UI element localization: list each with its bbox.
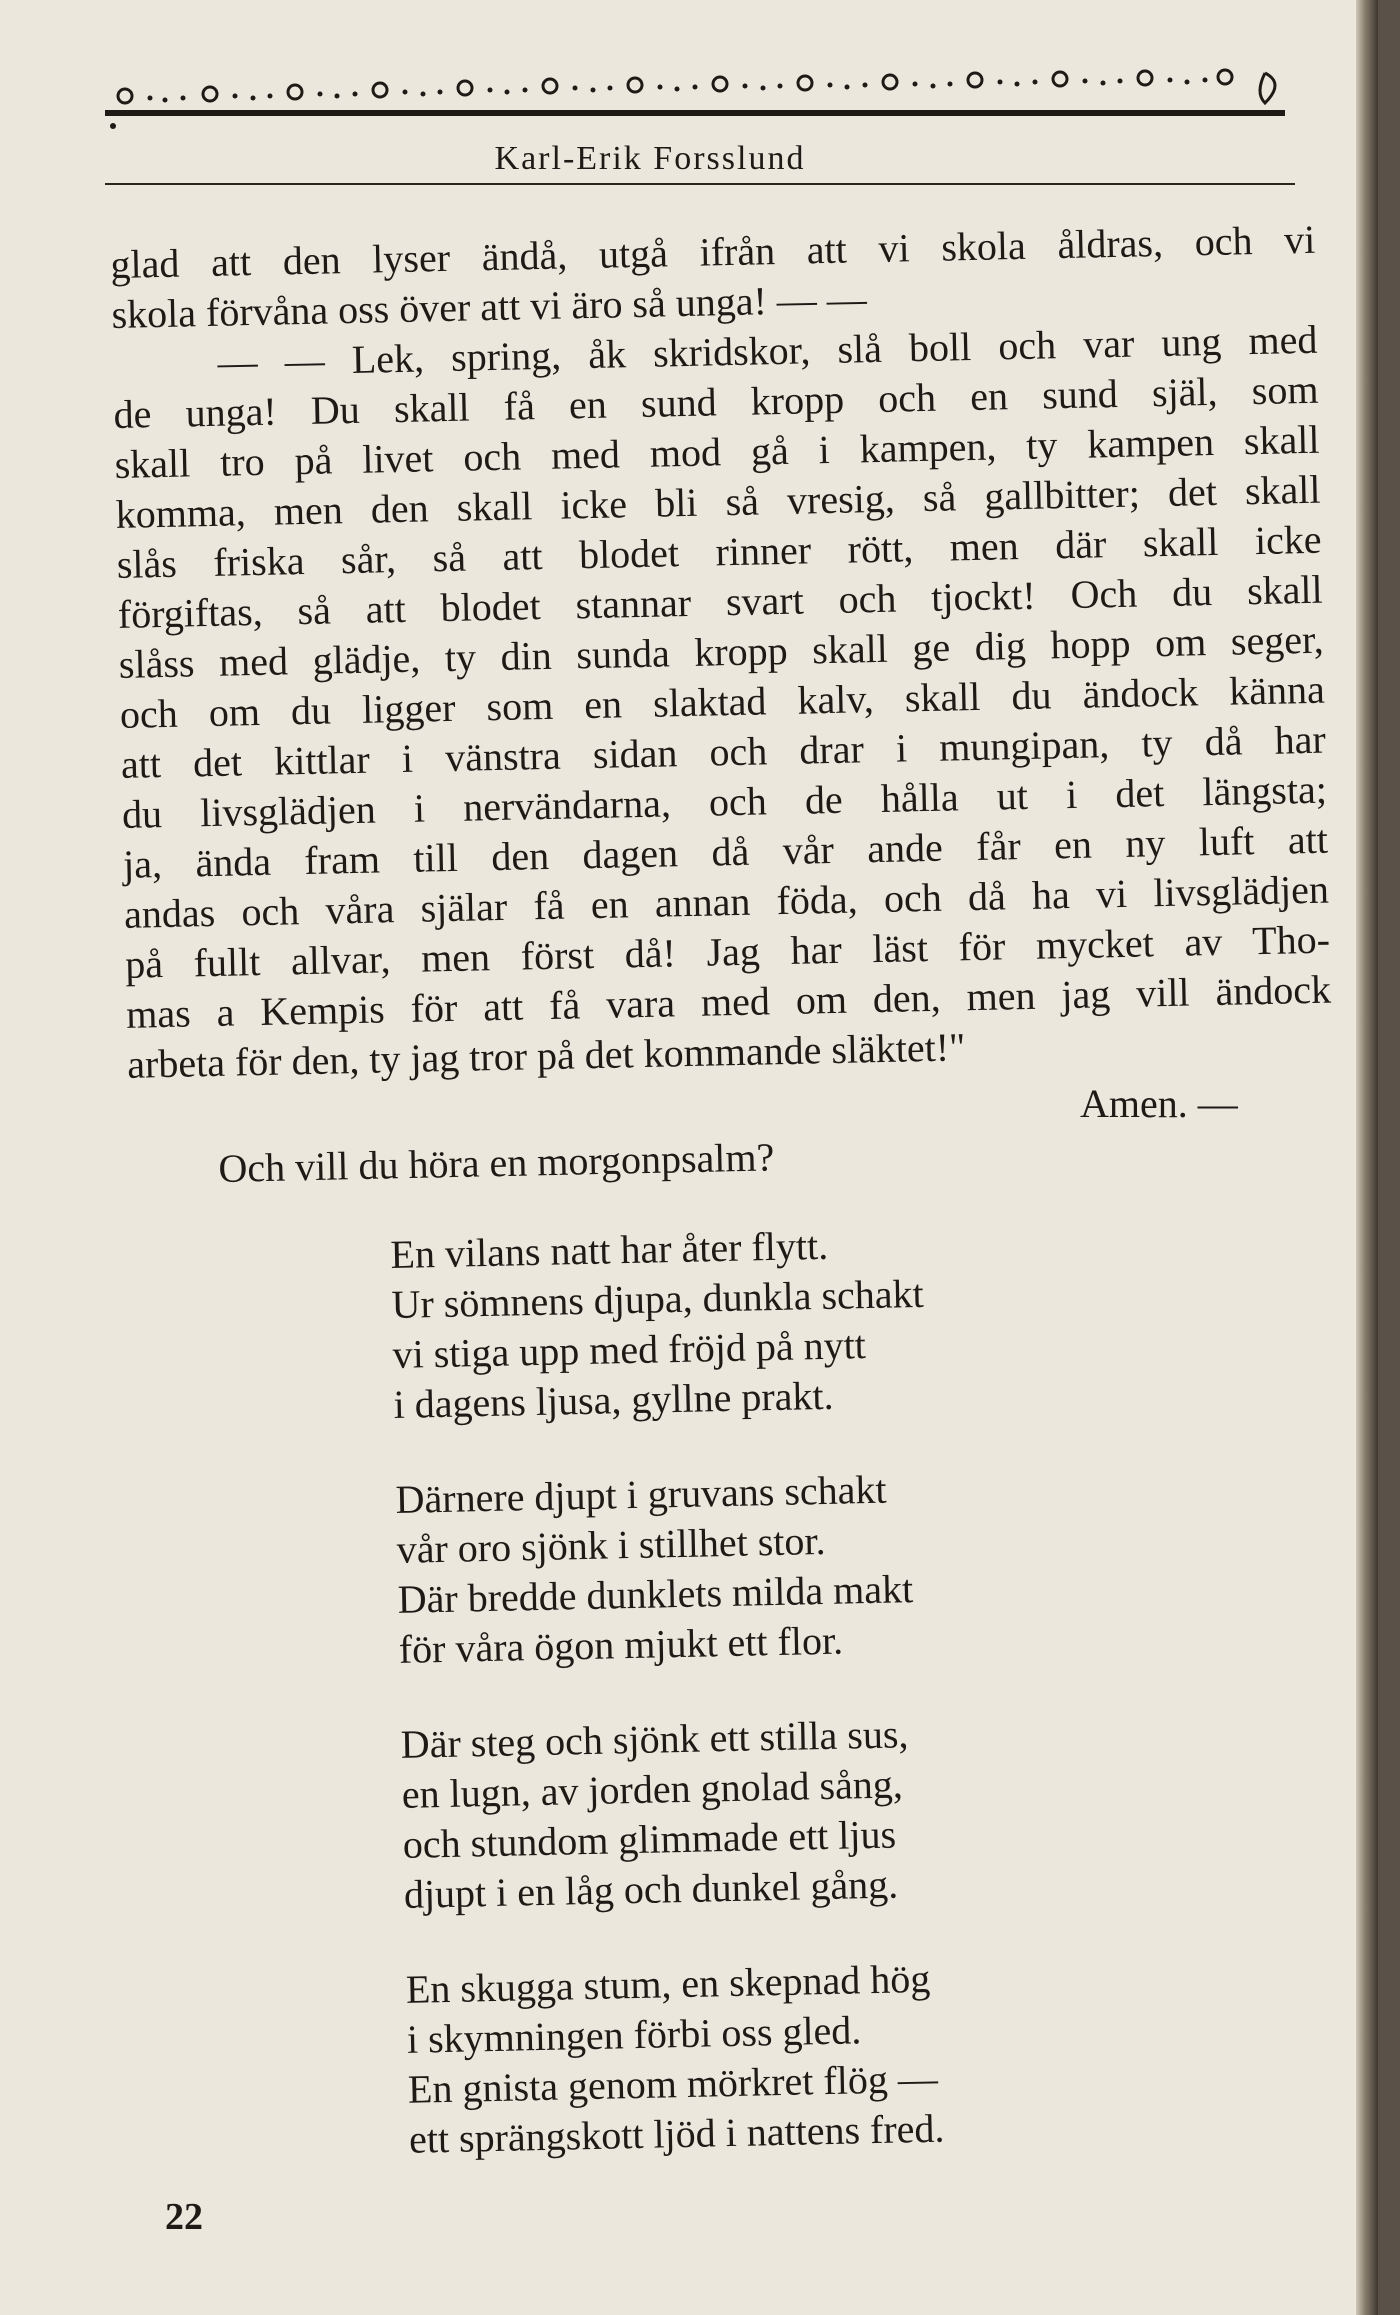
poem-line: Där bredde dunklets milda makt: [397, 1566, 914, 1622]
poem-stanza: [390, 1219, 930, 1430]
prose-paragraph: [110, 215, 1333, 1090]
page-number: 22: [165, 2196, 203, 2238]
poem-line: och stundom glimmade ett ljus: [402, 1811, 897, 1867]
poem-line: vår oro sjönk i stillhet stor.: [396, 1517, 826, 1572]
prose-line: att det kittlar i vänstra sidan och drar i mungipan, ty då har: [120, 716, 1327, 787]
morning-psalm-poem: [390, 1219, 946, 2210]
prose-line: — — Lek, spring, åk skridskor, slå boll och var ung med: [217, 316, 1318, 385]
poem-line: En gnista genom mörkret flög —: [407, 2055, 939, 2112]
prose-line: och om du ligger som en slaktad kalv, skall du ändock känna: [119, 666, 1326, 737]
prose-line: på fullt allvar, men först då! Jag har läst för mycket av Tho-: [124, 916, 1331, 987]
prose-line: skall tro på livet och med mod gå i kampen, ty kampen skall: [114, 416, 1320, 487]
poem-line: för våra ögon mjukt ett flor.: [398, 1617, 844, 1672]
prose-line: du livsglädjen i nervändarna, och de hålla ut i det längsta;: [121, 766, 1328, 837]
prose-line: glad att den lyser ändå, utgå ifrån att vi skola åldras, och vi: [110, 216, 1316, 287]
poem-line: djupt i en låg och dunkel gång.: [403, 1861, 899, 1917]
poem-line: vi stiga upp med fröjd på nytt: [392, 1322, 867, 1377]
prose-line: ja, ända fram till den dagen då vår ande får en ny luft att: [122, 816, 1329, 887]
prose-line: andas och våra själar få en annan föda, och då ha vi livsglädjen: [123, 866, 1330, 937]
poem-line: en lugn, av jorden gnolad sång,: [401, 1761, 904, 1817]
poem-line: i skymningen förbi oss gled.: [406, 2007, 862, 2062]
prose-line: skola förvåna oss över att vi äro så unga! — —: [111, 276, 868, 337]
poem-line: Där steg och sjönk ett stilla sus,: [400, 1711, 909, 1767]
running-header: Karl-Erik Forsslund: [494, 140, 806, 177]
prose-line: slås friska sår, så att blodet rinner rött, men där skall icke: [116, 516, 1323, 587]
poem-line: ett sprängskott ljöd i nattens fred.: [408, 2105, 945, 2162]
poem-intro-question: Och vill du höra en morgonpsalm?: [218, 1134, 775, 1191]
prose-line: slåss med glädje, ty din sunda kropp skall ge dig hopp om seger,: [118, 616, 1325, 687]
closing-amen: Amen. —: [1080, 1081, 1238, 1126]
prose-line: komma, men den skall icke bli så vresig, så gallbitter; det skall: [115, 466, 1321, 537]
poem-line: Ur sömnens djupa, dunkla schakt: [391, 1270, 925, 1327]
poem-stanza: [400, 1709, 940, 1920]
prose-line: mas a Kempis för att få vara med om den, men jag vill ändock: [125, 966, 1332, 1037]
poem-line: En vilans natt har åter flytt.: [390, 1222, 829, 1277]
header-rule: [105, 183, 1295, 185]
poem-line: En skugga stum, en skepnad hög: [405, 1955, 931, 2012]
prose-line: förgiftas, så att blodet stannar svart och tjockt! Och du skall: [117, 566, 1324, 637]
prose-line: de unga! Du skall få en sund kropp och en sund själ, som: [113, 366, 1319, 437]
prose-line: arbeta för den, ty jag tror på det kommande släktet!": [126, 1024, 966, 1087]
poem-stanza: [405, 1954, 945, 2165]
book-spine-edge: [1356, 0, 1378, 2315]
poem-line: i dagens ljusa, gyllne prakt.: [393, 1372, 834, 1427]
poem-line: Därnere djupt i gruvans schakt: [395, 1466, 887, 1522]
decorative-border-ornament: [105, 58, 1300, 138]
poem-stanza: [395, 1464, 935, 1675]
